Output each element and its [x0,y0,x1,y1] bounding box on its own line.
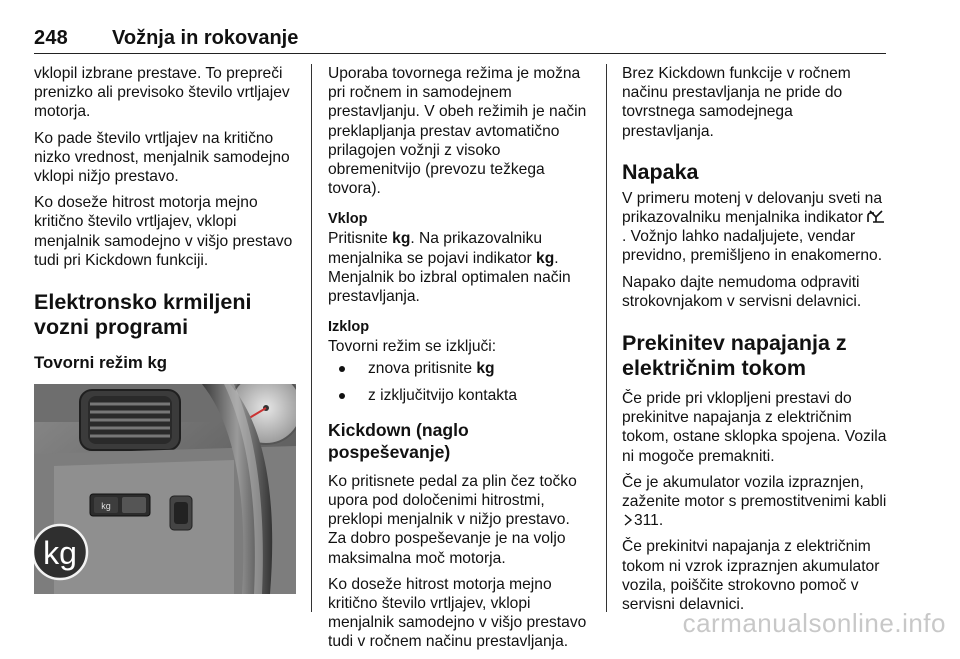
kg-badge-icon [34,525,87,579]
tow-mode-button-strip [90,494,150,516]
paragraph-fault: V primeru motenj v delovanju sveti na prikazovalniku menjalnika indikator . Vožnjo lahko nadaljujete, vendar previdno, premišljeno in enakomerno. [622,189,888,266]
paragraph: Ko pade število vrtljajev na kritično nizko vrednost, menjalnik samodejno vklopi nižjo prestavo. [34,129,290,186]
page-ref-arrow-icon [623,512,633,524]
paragraph-power-ref: Če je akumulator vozila izpraznjen, zaženite motor s premostitvenimi kabli 311. [622,473,887,530]
column-right [622,64,888,621]
page-header [34,27,886,54]
paragraph: Ko doseže hitrost motorja mejno kritično število vrtljajev, vklopi menjalnik samodejno v višjo prestavo tudi v ročnem načinu prestavljanja. [328,575,587,651]
paragraph: Tovorni režim se izključi: [328,338,497,356]
column-divider [311,64,312,612]
paragraph: Ko doseže hitrost motorja mejno kritično število vrtljajev, vklopi menjalnik samodejno v višjo prestavo tudi pri Kickdown funkciji. [34,194,293,269]
paragraph: Če pride pri vklopljeni prestavi do prekinitve napajanja z električnim tokom, ostane sklopka spojena. Vozila ni mogoče premakniti. [622,390,887,465]
gear-fault-icon [867,210,885,224]
section-heading-kickdown: Kickdown (naglo pospeševanje) [328,419,469,462]
dashboard-figure [34,384,296,594]
off-list [328,359,592,404]
paragraph: vklopil izbrane prestave. To prepreči prenizko ali previsoko število vrtljajev motorja. [34,65,290,121]
subsection-heading-tow-mode: Tovorni režim kg [34,353,168,373]
air-vent-icon [80,390,180,450]
watermark: carmanualsonline.info [682,608,946,638]
section-heading-programs: Elektronsko krmiljeni vozni programi [34,290,252,340]
switch-icon [170,496,192,530]
paragraph: Ko pritisnete pedal za plin čez točko upora pod določenimi hitrostmi, preklopi menjalnik v nižjo prestavo. Za dobro pospeševanje je na voljo maksimalna moč motorja. [328,472,577,567]
paragraph: Brez Kickdown funkcije v ročnem načinu prestavljanja ne pride do tovrstnega samodejnega prestavljanja. [622,65,851,140]
chapter-title: Vožnja in rokovanje [112,27,299,49]
list-item: znova pritisnite kg [328,359,592,378]
page-reference[interactable]: 311 [634,512,659,530]
section-heading-power: Prekinitev napajanja z električnim tokom [622,331,847,381]
section-heading-fault: Napaka [622,159,699,184]
column-divider [606,64,607,612]
paragraph: Uporaba tovornega režima je možna pri ročnem in samodejnem prestavljanju. V obeh režimih je način preklapljanja prestav avtomatično prilagojen vožnji z visoko obremenitvijo (prevozu težkega tovora). [328,65,587,198]
list-item: z izključitvijo kontakta [328,386,592,405]
heading-off: Izklop [328,319,370,336]
kg-badge-label: kg [43,535,77,572]
page-number: 248 [34,27,68,49]
paragraph: Napako dajte nemudoma odpraviti strokovnjakom v servisni delavnici. [622,273,862,310]
column-middle [328,64,592,659]
column-left [34,64,296,594]
heading-on: Vklop [328,211,368,228]
dashboard-illustration [34,384,296,594]
tow-button-label: kg [101,501,111,512]
paragraph-on: Pritisnite kg. Na prikazovalniku menjalnika se pojavi indikator kg. Menjalnik bo izbral optimalen način prestavljanja. [328,230,571,306]
paragraph: Če prekinitvi napajanja z električnim tokom ni vzrok izpraznjen akumulator vozila, poiščite strokovno pomoč v servisni delavnici. [622,538,880,614]
